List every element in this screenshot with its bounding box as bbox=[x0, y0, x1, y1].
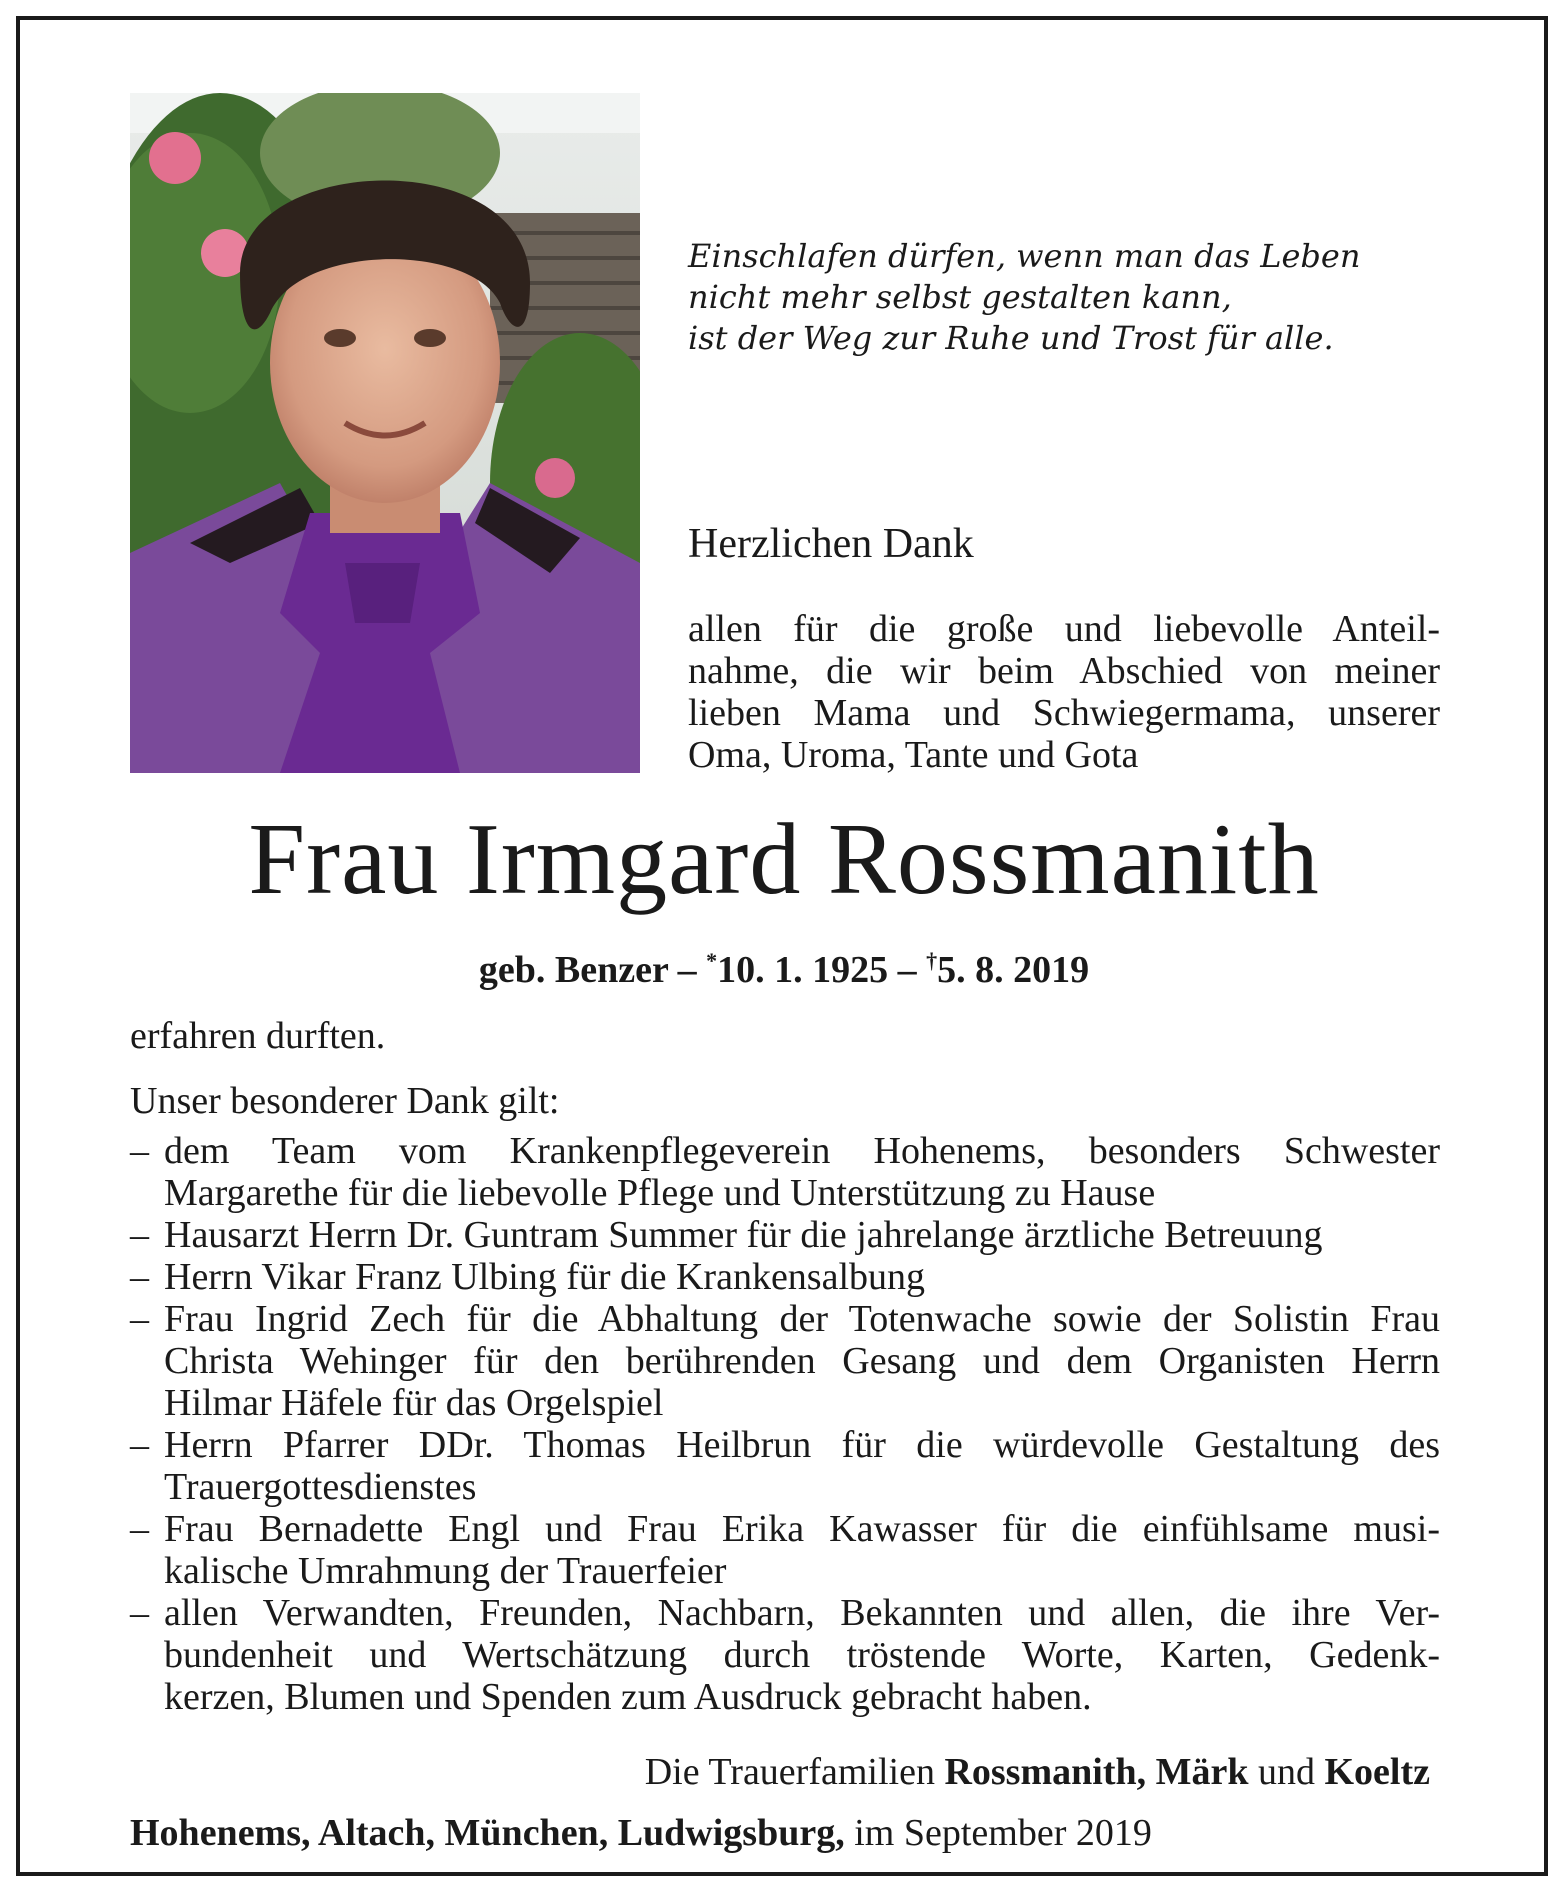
list-dash: – bbox=[130, 1214, 149, 1256]
death-cross-symbol: † bbox=[926, 948, 938, 973]
quote-line: ist der Weg zur Ruhe und Trost für alle. bbox=[688, 319, 1334, 357]
birth-star-symbol: * bbox=[706, 948, 718, 973]
quote-line: Einschlafen dürfen, wenn man das Leben bbox=[688, 237, 1361, 275]
list-dash: – bbox=[130, 1424, 149, 1466]
list-item-line: Herrn Vikar Franz Ulbing für die Krankensalbung bbox=[164, 1256, 926, 1298]
list-item-line: Herrn Pfarrer DDr. Thomas Heilbrun für die würdevolle Gestaltung des bbox=[164, 1424, 1440, 1466]
intro-line: allen für die große und liebevolle Anteil- bbox=[688, 608, 1440, 650]
intro-line: Oma, Uroma, Tante und Gota bbox=[688, 734, 1139, 776]
quote-line: nicht mehr selbst gestalten kann, bbox=[688, 278, 1232, 316]
signature-prefix: Die Trauerfamilien bbox=[644, 1751, 935, 1793]
date-separator: – bbox=[897, 949, 917, 991]
signature-joiner: und bbox=[1257, 1751, 1315, 1793]
list-item-line: allen Verwandten, Freunden, Nachbarn, Bekannten und allen, die ihre Ver- bbox=[164, 1592, 1440, 1634]
thanks-heading: Herzlichen Dank bbox=[688, 521, 974, 567]
list-item bbox=[130, 1424, 1440, 1508]
list-dash: – bbox=[130, 1256, 149, 1298]
notice-date: im September 2019 bbox=[854, 1812, 1152, 1854]
list-dash: – bbox=[130, 1508, 149, 1550]
list-item bbox=[130, 1592, 1440, 1718]
list-dash: – bbox=[130, 1298, 149, 1340]
list-item-line: kalische Umrahmung der Trauerfeier bbox=[164, 1550, 727, 1592]
list-item-line: Hausarzt Herrn Dr. Guntram Summer für die jahrelange ärztliche Betreuung bbox=[164, 1214, 1323, 1256]
special-thanks-heading: Unser besonderer Dank gilt: bbox=[130, 1080, 560, 1122]
life-dates bbox=[0, 938, 1568, 993]
family-name: Rossmanith, bbox=[944, 1751, 1147, 1793]
list-item-line: kerzen, Blumen und Spenden zum Ausdruck gebracht haben. bbox=[164, 1676, 1092, 1718]
list-dash: – bbox=[130, 1130, 149, 1172]
intro-paragraph bbox=[688, 608, 1440, 776]
list-item-line: Hilmar Häfele für das Orgelspiel bbox=[164, 1382, 664, 1424]
list-dash: – bbox=[130, 1592, 149, 1634]
list-item-line: Frau Bernadette Engl und Frau Erika Kawasser für die einfühlsame musi- bbox=[164, 1508, 1440, 1550]
list-item-line: bundenheit und Wertschätzung durch tröstende Worte, Karten, Gedenk- bbox=[164, 1634, 1440, 1676]
family-signature bbox=[0, 1750, 1430, 1794]
intro-line: lieben Mama und Schwiegermama, unserer bbox=[688, 692, 1440, 734]
date-separator: – bbox=[677, 949, 697, 991]
family-name: Koeltz bbox=[1324, 1751, 1430, 1793]
list-item-line: dem Team vom Krankenpflegeverein Hohenems, besonders Schwester bbox=[164, 1130, 1440, 1172]
list-item-line: Christa Wehinger für den berührenden Gesang und dem Organisten Herrn bbox=[164, 1340, 1440, 1382]
list-item bbox=[130, 1256, 1440, 1298]
closing-intro: erfahren durften. bbox=[130, 1015, 386, 1057]
place-date-line bbox=[130, 1811, 1152, 1855]
birth-name: geb. Benzer bbox=[478, 949, 669, 991]
thanks-list bbox=[130, 1130, 1440, 1718]
list-item-line: Trauergottesdienstes bbox=[164, 1466, 477, 1508]
list-item-line: Frau Ingrid Zech für die Abhaltung der Totenwache sowie der Solistin Frau bbox=[164, 1298, 1440, 1340]
portrait-photo bbox=[130, 93, 640, 773]
family-name: Märk bbox=[1155, 1751, 1249, 1793]
list-item bbox=[130, 1130, 1440, 1214]
epigraph-quote bbox=[688, 236, 1448, 359]
deceased-name: Frau Irmgard Rossmanith bbox=[248, 803, 1320, 916]
death-date: 5. 8. 2019 bbox=[937, 949, 1090, 991]
list-item bbox=[130, 1508, 1440, 1592]
list-item bbox=[130, 1214, 1440, 1256]
list-item bbox=[130, 1298, 1440, 1424]
place-names: Hohenems, Altach, München, Ludwigsburg, bbox=[130, 1812, 845, 1854]
list-item-line: Margarethe für die liebevolle Pflege und Unterstützung zu Hause bbox=[164, 1172, 1156, 1214]
birth-date: 10. 1. 1925 bbox=[717, 949, 889, 991]
intro-line: nahme, die wir beim Abschied von meiner bbox=[688, 650, 1440, 692]
